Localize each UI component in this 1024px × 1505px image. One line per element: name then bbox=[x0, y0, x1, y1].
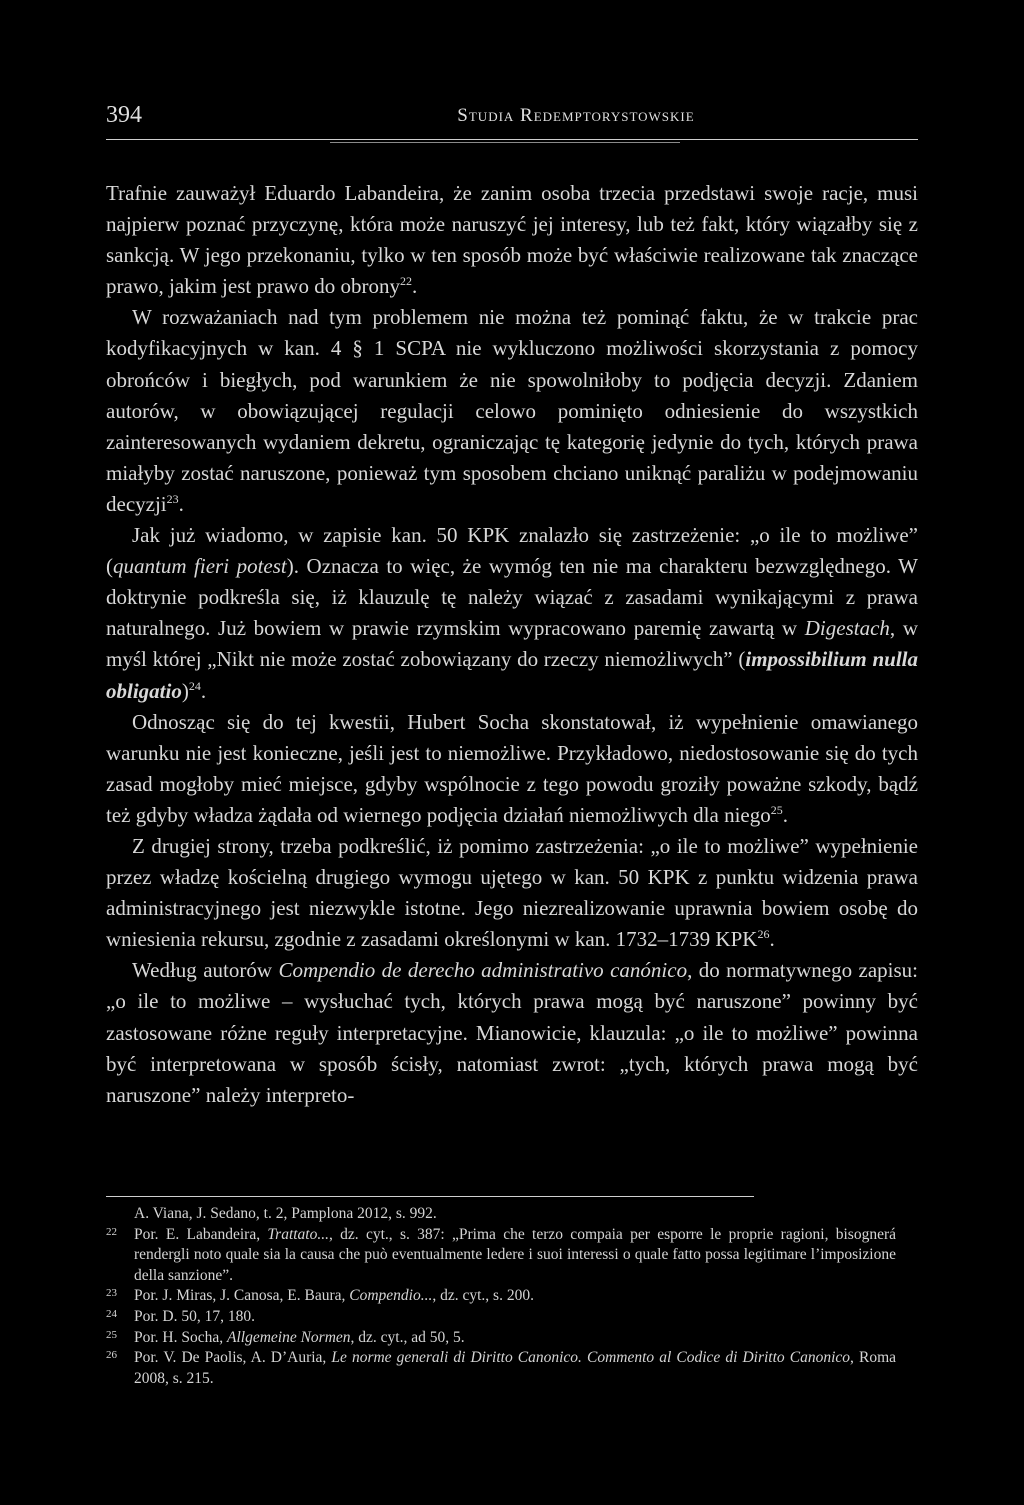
italic-term: Digestach bbox=[804, 616, 890, 641]
text-run: A. Viana, J. Sedano, t. 2, Pamplona 2012, s. 992. bbox=[134, 1205, 437, 1222]
text-run: Por. D. 50, 17, 180. bbox=[134, 1307, 255, 1325]
paragraph-1 bbox=[106, 178, 918, 302]
paragraph-4 bbox=[106, 707, 918, 831]
paragraph-6 bbox=[106, 955, 918, 1110]
text-run: Por. J. Miras, J. Canosa, E. Baura, bbox=[134, 1287, 350, 1305]
italic-term: Compendio de derecho administrativo canónico bbox=[278, 958, 688, 983]
page-number: 394 bbox=[106, 102, 142, 128]
footnote-number: 23 bbox=[106, 1287, 117, 1300]
text-run: , dz. cyt., ad 50, 5. bbox=[350, 1328, 465, 1346]
text-run: . bbox=[782, 802, 788, 827]
italic-term: quantum fieri potest bbox=[113, 554, 287, 579]
footnote-number: 22 bbox=[106, 1225, 117, 1238]
footnote-number: 24 bbox=[106, 1307, 117, 1320]
footnote-23 bbox=[106, 1286, 896, 1307]
text-run: Według autorów bbox=[132, 958, 279, 983]
main-text bbox=[106, 178, 918, 1111]
footnote-continuation bbox=[106, 1204, 896, 1225]
text-run: Trafnie zauważył Eduardo Labandeira, że zanim osoba trzecia przedstawi swoje racje, musi najpierw poznać przyczynę, która może naruszyć jej interesy, lub też fakt, który wiązałby się z sankcją. W jego przekonaniu, tylko w ten sposób może być właściwie realizowane tak znaczące prawo, jakim jest prawo do obrony bbox=[106, 181, 918, 299]
italic-term: Allgemeine Normen bbox=[227, 1328, 351, 1346]
italic-term: Trattato... bbox=[267, 1225, 329, 1243]
text-run: ). Oznacza to więc, że wymóg ten nie ma charakteru bezwzględnego. W doktrynie podkreśla się, iż klauzulę tę należy wiązać z zasadami wynikającymi z prawa naturalnego. Już bowiem w prawie rzymskim wypracowano paremię zawartą w bbox=[106, 554, 918, 641]
italic-term: impossibilium nulla obligatio bbox=[106, 647, 918, 703]
footnote-24 bbox=[106, 1307, 896, 1328]
paragraph-5 bbox=[106, 831, 918, 955]
text-run: , do normatywnego zapisu: „o ile to możliwe – wysłuchać tych, których prawa mogą być naruszone” powinny być zastosowane różne reguły interpretacyjne. Mianowicie, klauzula: „o ile to możliwe” powinna być interpretowana w sposób ścisły, natomiast zwrot: „tych, których prawa mogą być naruszone” należy interpreto- bbox=[106, 958, 919, 1107]
paragraph-2 bbox=[106, 302, 918, 520]
footnotes bbox=[106, 1204, 896, 1389]
journal-title: Studia Redemptorystowskie bbox=[457, 105, 695, 126]
footnote-ref-23[interactable]: 23 bbox=[166, 491, 179, 506]
text-run: . bbox=[178, 491, 184, 516]
paragraph-3 bbox=[106, 520, 918, 707]
footnote-ref-22[interactable]: 22 bbox=[399, 274, 412, 289]
text-run: Z drugiej strony, trzeba podkreślić, iż pomimo zastrzeżenia: „o ile to możliwe” wypełnienie przez władzę kościelną drugiego wymogu ujętego w kan. 50 KPK z punktu widzenia prawa administracyjnego jest niezwykle istotne. Jego niezrealizowanie uprawnia bowiem osobę do wniesienia rekursu, zgodnie z zasadami określonymi w kan. 1732–1739 KPK bbox=[106, 833, 918, 952]
text-run: Odnosząc się do tej kwestii, Hubert Socha skonstatował, iż wypełnienie omawianego warunku nie jest konieczne, jeśli jest to niemożliwe. Przykładowo, niedostosowanie się do tych zasad mogłoby mieć miejsce, gdyby wspólnocie z tego powodu groziły poważne szkody, bądź też gdyby władza żądała od wiernego podjęcia działań niemożliwych dla niego bbox=[106, 709, 918, 827]
text-run: Por. V. De Paolis, A. D’Auria, bbox=[134, 1349, 332, 1367]
text-run: . bbox=[769, 927, 775, 952]
text-run: Jak już wiadomo, w zapisie kan. 50 KPK znalazło się zastrzeżenie: „o ile to możliwe” ( bbox=[106, 523, 918, 579]
text-run: , Roma 2008, s. 215. bbox=[134, 1349, 897, 1387]
running-header bbox=[106, 100, 918, 132]
text-run: , w myśl której „Nikt nie może zostać zobowiązany do rzeczy niemożliwych” ( bbox=[106, 616, 918, 672]
text-run: Por. H. Socha, bbox=[134, 1328, 227, 1346]
header-rule bbox=[106, 139, 918, 140]
footnote-number: 25 bbox=[106, 1328, 117, 1341]
footnote-ref-26[interactable]: 26 bbox=[757, 927, 770, 942]
italic-term: Compendio... bbox=[349, 1287, 433, 1305]
footnote-22 bbox=[106, 1225, 896, 1287]
footnote-rule bbox=[106, 1196, 754, 1197]
footnote-ref-25[interactable]: 25 bbox=[770, 802, 783, 817]
text-run: W rozważaniach nad tym problemem nie można też pominąć faktu, że w trakcie prac kodyfikacyjnych w kan. 4 § 1 SCPA nie wykluczono możliwości skorzystania z pomocy obrońców i biegłych, pod warunkiem że nie spowolniłoby to podjęcia decyzji. Zdaniem autorów, w obowiązującej regulacji celowo pominięto odniesienie do wszystkich zainteresowanych wydaniem dekretu, ograniczając tę kategorię jedynie do tych, których prawa miałyby zostać naruszone, ponieważ tym sposobem chciano uniknąć paraliżu w podejmowaniu decyzji bbox=[106, 305, 918, 516]
header-rule-secondary bbox=[330, 142, 680, 143]
footnote-26 bbox=[106, 1348, 896, 1389]
text-run: Por. E. Labandeira, bbox=[134, 1225, 268, 1243]
footnote-number: 26 bbox=[106, 1349, 117, 1362]
italic-term: Le norme generali di Diritto Canonico. Commento al Codice di Diritto Canonico bbox=[331, 1349, 851, 1367]
text-run: . bbox=[411, 274, 418, 299]
text-run: , dz. cyt., s. 200. bbox=[432, 1287, 534, 1305]
footnote-25 bbox=[106, 1328, 896, 1349]
text-run: ) bbox=[181, 678, 189, 703]
footnote-ref-24[interactable]: 24 bbox=[188, 678, 201, 693]
text-run: , dz. cyt., s. 387: „Prima che terzo compaia per esporre le proprie ragioni, bisognerá rendergli noto quale sia la causa che può eventualmente ledere i suoi interessi o quale fatto possa legitimare l’imposizione della sanzione”. bbox=[134, 1225, 897, 1284]
text-run: . bbox=[200, 678, 207, 703]
